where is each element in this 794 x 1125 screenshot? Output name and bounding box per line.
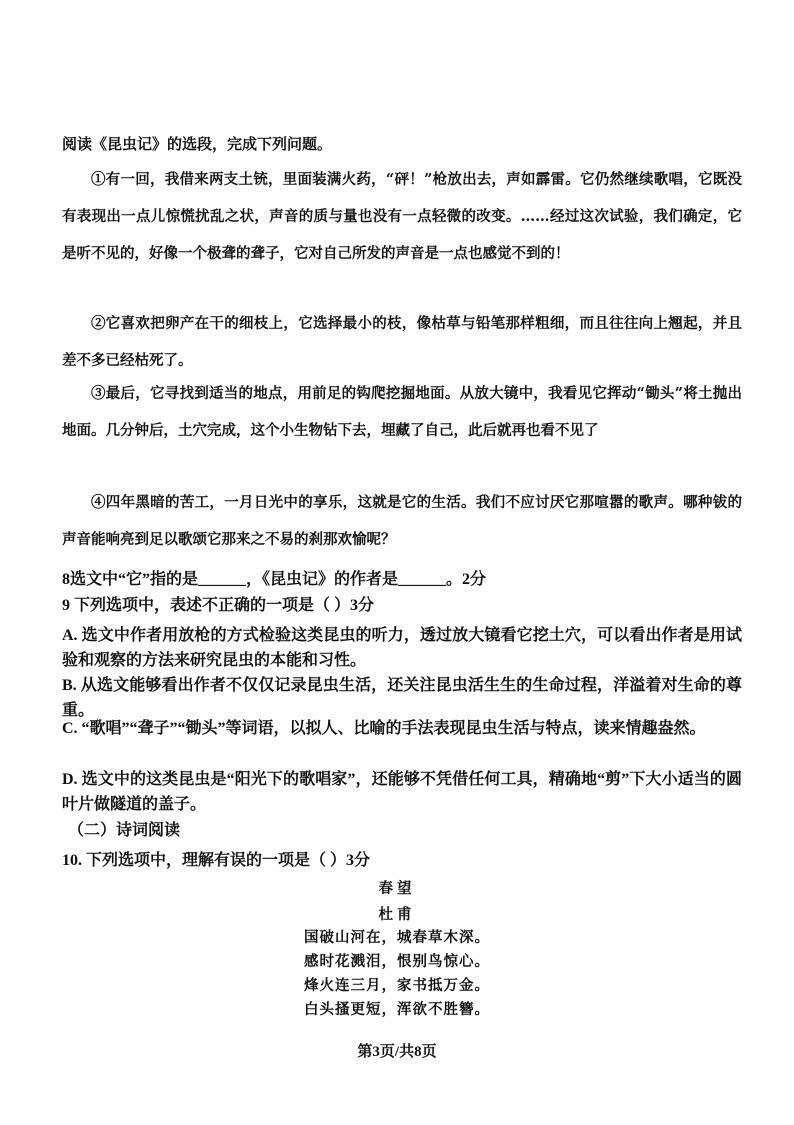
poem-line: 烽火连三月，家书抵万金。	[304, 977, 490, 994]
question-10: 10. 下列选项中，理解有误的一项是（ ）3分	[62, 852, 371, 869]
passage-paragraph-4: ④四年黑暗的苦工，一月日光中的享乐，这就是它的生活。我们不应讨厌它那喧嚣的歌声。哪种钹的声音能响亮到足以歌颂它那来之不易的刹那欢愉呢？	[62, 494, 742, 548]
section-heading-poetry: （二）诗词阅读	[68, 822, 181, 839]
question-9: 9 下列选项中，表述不正确的一项是（ ）3分	[62, 597, 375, 614]
question-8: 8选文中“它”指的是______，《昆虫记》的作者是______。2分	[62, 571, 487, 588]
option-c: C. “歌唱”“聋子”“锄头”等词语，以拟人、比喻的手法表现昆虫生活与特点，读来情趣盎然。	[62, 720, 706, 737]
poem-author: 杜甫	[378, 906, 416, 923]
passage-paragraph-3: ③最后，它寻找到适当的地点，用前足的钩爬挖掘地面。从放大镜中，我看见它挥动“锄头”将土抛出地面。几分钟后，土穴完成，这个小生物钻下去，埋藏了自己，此后就再也看不见了	[62, 385, 742, 439]
passage-paragraph-2: ②它喜欢把卵产在干的细枝上，它选择最小的枝，像枯草与铅笔那样粗细，而且往往向上翘起，并且差不多已经枯死了。	[62, 315, 742, 369]
poem-title: 春望	[378, 880, 416, 897]
poem-line: 感时花溅泪，恨别鸟惊心。	[304, 953, 490, 970]
poem-line: 国破山河在，城春草木深。	[304, 929, 490, 946]
option-a: A. 选文中作者用放枪的方式检验这类昆虫的听力，透过放大镜看它挖土穴，可以看出作者是用试验和观察的方法来研究昆虫的本能和习性。	[62, 627, 742, 669]
option-b: B. 从选文能够看出作者不仅仅记录昆虫生活，还关注昆虫活生生的生命过程，洋溢着对生命的尊重。	[62, 677, 742, 719]
poem-body	[0, 926, 794, 1022]
poem-line: 白头搔更短，浑欲不胜簪。	[304, 1001, 490, 1018]
page-number: 第3页/共8页	[357, 1044, 437, 1060]
passage-paragraph-1: ①有一回，我借来两支土铳，里面装满火药，“砰！”枪放出去，声如霹雷。它仍然继续歌唱，它既没有表现出一点儿惊慌扰乱之状，声音的质与量也没有一点轻微的改变。……经过这次试验，我们确定，它是听不见的，好像一个极聋的聋子，它对自己所发的声音是一点也感觉不到的！	[62, 171, 742, 262]
reading-instruction: 阅读《昆虫记》的选段，完成下列问题。	[62, 135, 333, 153]
option-d: D. 选文中的这类昆虫是“阳光下的歌唱家”，还能够不凭借任何工具，精确地“剪”下大小适当的圆叶片做隧道的盖子。	[62, 771, 742, 813]
